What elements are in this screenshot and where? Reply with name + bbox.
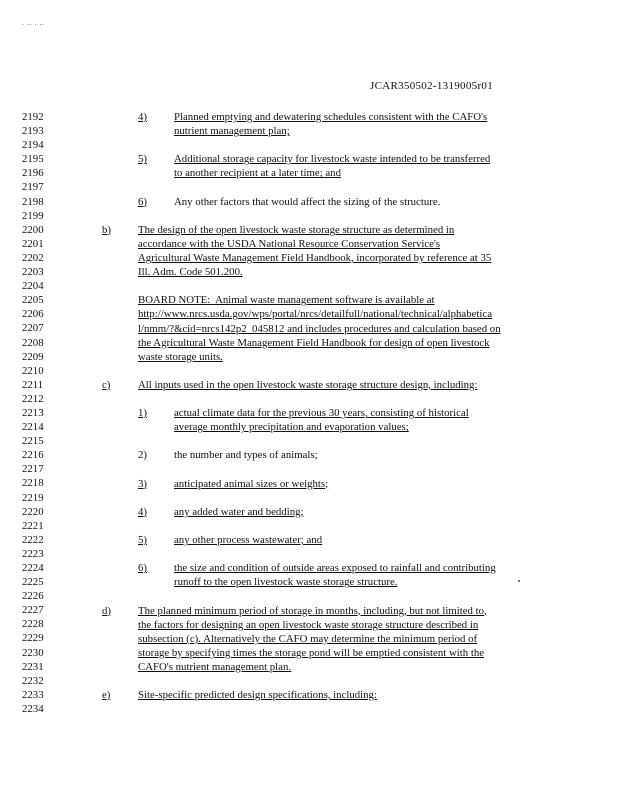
item-4-line-1: Planned emptying and dewatering schedules consistent with the CAFO's [174, 111, 488, 123]
item-5-marker: 5) [138, 153, 147, 166]
line-number: 2217 [22, 463, 44, 476]
line-number: 2220 [22, 505, 44, 518]
item-c2-line-1: the number and types of animals; [174, 449, 318, 462]
line-number: 2226 [22, 590, 44, 603]
item-5-line-1: Additional storage capacity for livestock waste intended to be transferred [174, 153, 491, 166]
line-number: 2218 [22, 477, 44, 490]
line-number: 2234 [22, 702, 44, 715]
line-number: 2233 [22, 688, 44, 701]
item-c5-marker: 5) [138, 534, 147, 546]
line-number: 2230 [22, 646, 44, 659]
line-number: 2195 [22, 153, 44, 166]
board-note-line-5: waste storage units. [138, 350, 223, 363]
line-number: 2223 [22, 547, 44, 560]
line-number: 2208 [22, 336, 44, 349]
line-number: 2205 [22, 294, 44, 307]
item-d-line-3: subsection (c). Alternatively the CAFO may determine the minimum period of [138, 632, 478, 645]
item-b-marker: b) [102, 223, 111, 236]
item-c3-line-1: anticipated animal sizes or weights; [174, 477, 329, 490]
line-number: 2222 [22, 533, 44, 546]
item-c1-line-1: actual climate data for the previous 30 years, consisting of historical [174, 407, 469, 420]
line-number: 2204 [22, 280, 44, 293]
item-c6-marker: 6) [138, 562, 147, 575]
item-6-line-1: Any other factors that would affect the sizing of the structure. [174, 195, 441, 208]
item-c3-marker: 3) [138, 477, 147, 490]
line-number: 2206 [22, 308, 44, 321]
item-b-line-1: The design of the open livestock waste storage structure as determined in [138, 223, 455, 236]
top-mark: . .. . .. [22, 18, 45, 27]
item-e-marker: e) [102, 689, 111, 702]
board-note-line-3: l/nmm/?&cid=nrcs142p2_045812 and includes procedures and calculation based on [138, 322, 501, 335]
line-number: 2200 [22, 223, 44, 236]
item-d-line-1: The planned minimum period of storage in months, including, but not limited to, [138, 604, 487, 617]
item-d-line-2: the factors for designing an open livestock waste storage structure described in [138, 618, 479, 631]
item-c4-line-1: any added water and bedding; [174, 505, 304, 518]
line-number: 2232 [22, 674, 44, 687]
line-number: 2229 [22, 632, 44, 645]
line-number: 2216 [22, 449, 44, 462]
line-number: 2213 [22, 406, 44, 419]
line-number: 2193 [22, 125, 44, 138]
item-c4-marker: 4) [138, 505, 147, 518]
line-number: 2194 [22, 139, 44, 152]
board-note-line-1: BOARD NOTE: Animal waste management software is available at [138, 294, 435, 307]
item-d-line-4: storage by specifying times the storage pond will be emptied consistent with the [138, 646, 485, 659]
line-number: 2202 [22, 251, 44, 264]
item-c5-line-1: any other process wastewater; and [174, 534, 323, 546]
line-number: 2199 [22, 209, 44, 222]
item-5-line-2: to another recipient at a later time; and [174, 167, 341, 180]
item-6-marker: 6) [138, 195, 147, 208]
line-number: 2219 [22, 491, 44, 504]
line-number: 2224 [22, 562, 44, 574]
page-speck [518, 580, 520, 582]
item-4-marker: 4) [138, 111, 147, 123]
item-d-marker: d) [102, 604, 111, 617]
line-number: 2231 [22, 660, 44, 673]
item-b-line-2: accordance with the USDA National Resource Conservation Service's [138, 237, 441, 250]
line-number: 2198 [22, 195, 44, 208]
line-number: 2196 [22, 167, 44, 180]
item-e-line-1: Site-specific predicted design specifications, including: [138, 689, 377, 702]
line-number: 2215 [22, 435, 44, 448]
line-number: 2214 [22, 421, 44, 434]
item-d-line-5: CAFO's nutrient management plan. [138, 660, 292, 673]
item-c6-line-1: the size and condition of outside areas exposed to rainfall and contributing [174, 562, 496, 575]
line-number: 2227 [22, 604, 44, 617]
item-c2-marker: 2) [138, 449, 147, 462]
item-c1-line-2: average monthly precipitation and evaporation values; [174, 421, 409, 434]
item-4-line-2: nutrient management plan; [174, 125, 290, 138]
line-number: 2221 [22, 519, 44, 532]
item-b-line-3: Agricultural Waste Management Field Handbook, incorporated by reference at 35 [138, 252, 492, 264]
line-number: 2210 [22, 364, 44, 377]
line-number: 2201 [22, 237, 44, 250]
item-c-line-1: All inputs used in the open livestock waste storage structure design, including: [138, 378, 478, 391]
line-number: 2225 [22, 576, 44, 589]
item-c6-line-2: runoff to the open livestock waste storage structure. [174, 576, 398, 589]
line-number: 2203 [22, 266, 44, 279]
line-number-column [22, 110, 56, 716]
line-number: 2228 [22, 618, 44, 631]
board-note-line-4: the Agricultural Waste Management Field Handbook for design of open livestock [138, 336, 490, 349]
line-number: 2209 [22, 350, 44, 363]
document-header-id: JCAR350502-1319005r01 [370, 80, 494, 92]
item-c1-marker: 1) [138, 407, 147, 420]
line-number: 2192 [22, 111, 44, 123]
item-b-line-4: Ill. Adm. Code 501.200. [138, 266, 243, 279]
line-number: 2207 [22, 322, 44, 335]
board-note-line-2: http://www.nrcs.usda.gov/wps/portal/nrcs/detailfull/national/technical/alphabetica [138, 308, 492, 321]
line-number: 2212 [22, 392, 44, 405]
item-c-marker: c) [102, 378, 111, 391]
line-number: 2211 [22, 378, 44, 391]
line-number: 2197 [22, 181, 44, 194]
